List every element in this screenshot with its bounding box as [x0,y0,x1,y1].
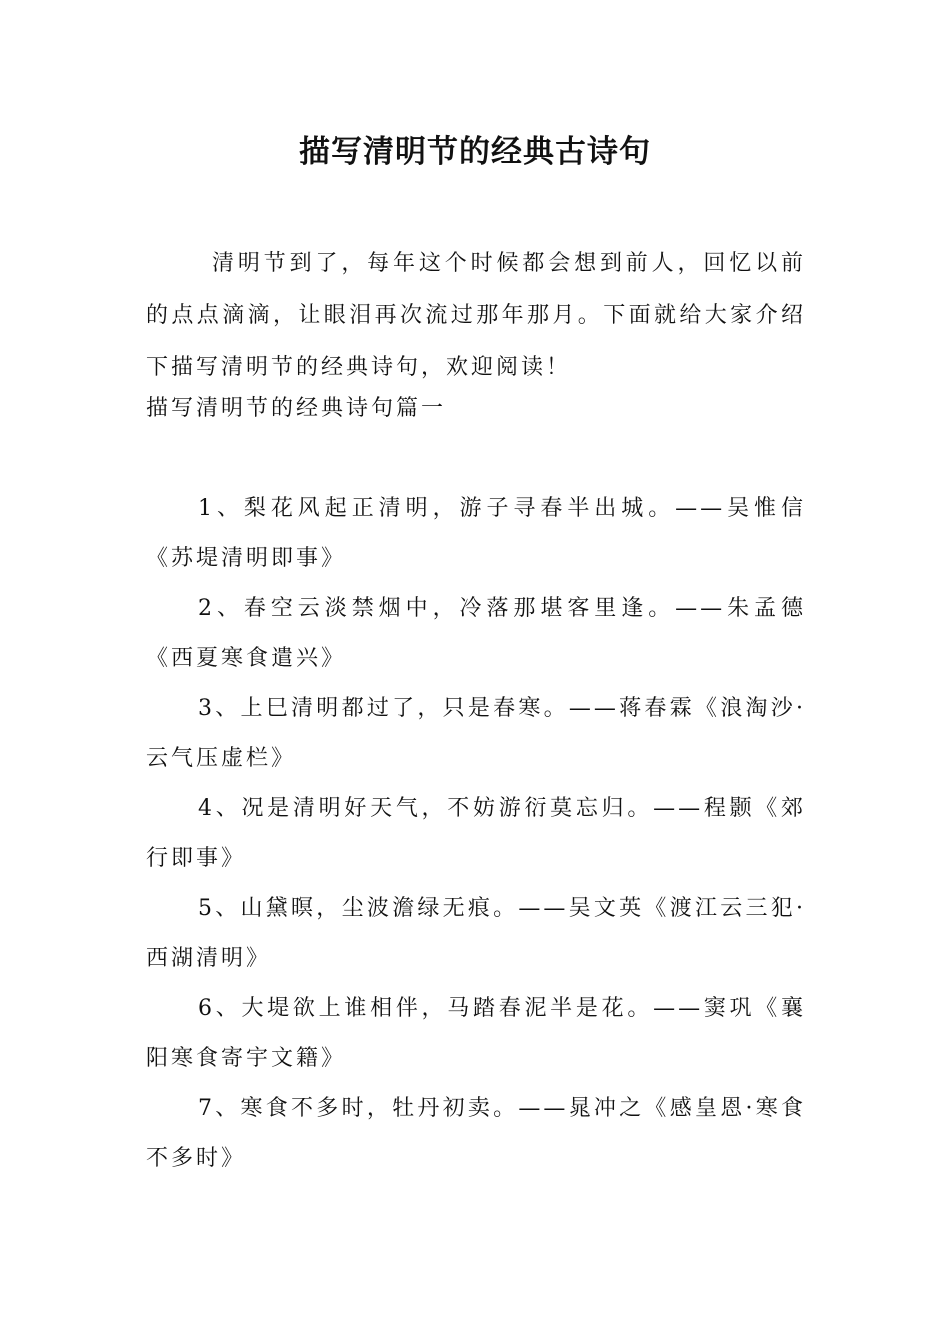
poem-list [146,484,806,1184]
poem-item: 1、梨花风起正清明，游子寻春半出城。——吴惟信《苏堤清明即事》 [146,496,806,571]
poem-item: 5、山黛暝，尘波澹绿无痕。——吴文英《渡江云三犯·西湖清明》 [146,896,806,971]
poem-item: 3、上巳清明都过了，只是春寒。——蒋春霖《浪淘沙·云气压虚栏》 [146,696,806,771]
page-title: 描写清明节的经典古诗句 [299,134,651,170]
intro-paragraph: 清明节到了，每年这个时候都会想到前人，回忆以前的点点滴滴，让眼泪再次流过那年那月。下面就给大家介绍下描写清明节的经典诗句，欢迎阅读！ [146,251,806,380]
poem-item: 7、寒食不多时，牡丹初卖。——晁冲之《感皇恩·寒食不多时》 [146,1096,806,1171]
poem-item: 4、况是清明好天气，不妨游衍莫忘归。——程颢《郊行即事》 [146,796,806,871]
section-heading: 描写清明节的经典诗句篇一 [146,396,447,421]
poem-item: 6、大堤欲上谁相伴，马踏春泥半是花。——窦巩《襄阳寒食寄宇文籍》 [146,996,806,1071]
poem-item: 2、春空云淡禁烟中，冷落那堪客里逢。——朱孟德《西夏寒食遣兴》 [146,596,806,671]
